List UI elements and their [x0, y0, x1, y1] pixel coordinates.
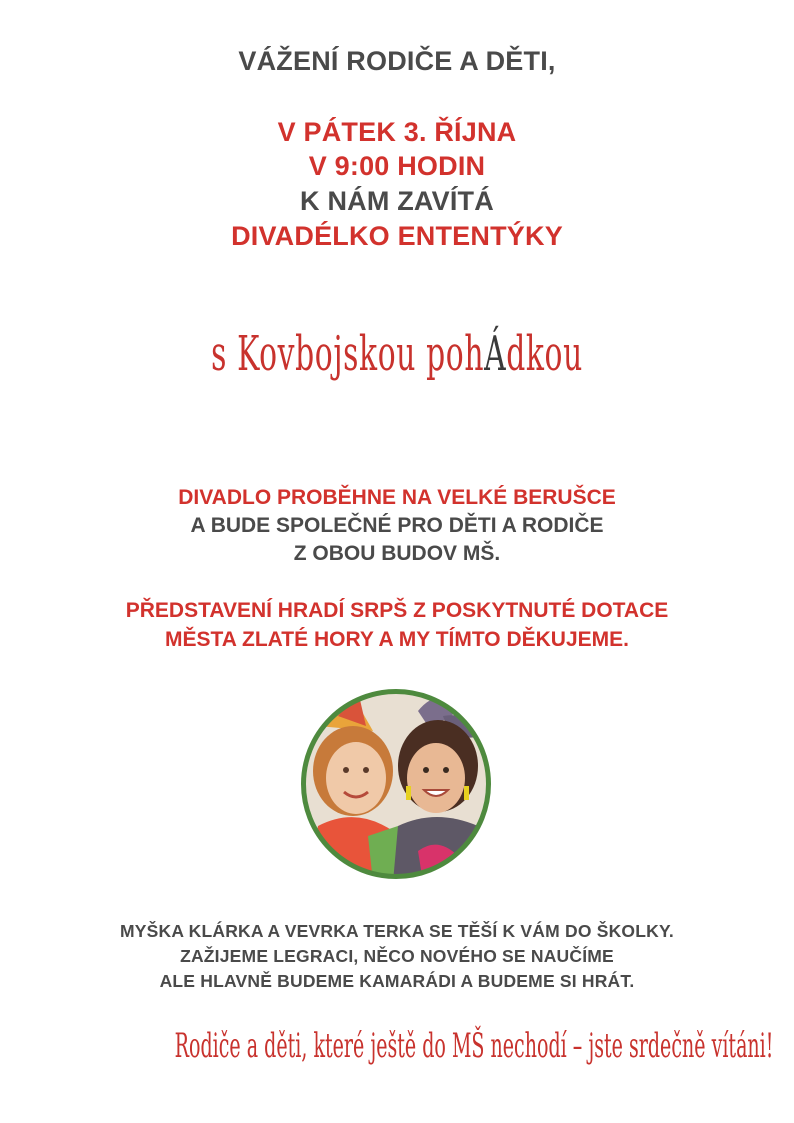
show-title-start: s Kovbojskou poh: [211, 326, 485, 382]
event-intro: K NÁM ZAVÍTÁ: [300, 186, 494, 216]
event-time: V 9:00 HODIN: [308, 151, 486, 181]
description-line-2: ZAŽIJEME LEGRACI, NĚCO NOVÉHO SE NAUČÍME: [180, 946, 614, 966]
theater-name: DIVADÉLKO ENTENTÝKY: [231, 221, 563, 251]
greeting: VÁŽENÍ RODIČE A DĚTI,: [238, 46, 556, 76]
description-line-1: MYŠKA KLÁRKA A VEVRKA TERKA SE TĚŠÍ K VÁM DO ŠKOLKY.: [120, 921, 674, 941]
funding-line-2: MĚSTA ZLATÉ HORY A MY TÍMTO DĚKUJEME.: [165, 628, 629, 651]
show-title-end: dkou: [506, 326, 583, 382]
show-title: [151, 326, 643, 382]
performers-photo: [298, 686, 494, 882]
welcome-footer: Rodiče a děti, které ještě do MŠ nechodí – jste srdečně vítáni!: [174, 1026, 774, 1066]
venue-line-1: DIVADLO PROBĚHNE NA VELKÉ BERUŠCE: [178, 486, 616, 509]
show-title-accent: Á: [484, 326, 507, 382]
funding-line-1: PŘEDSTAVENÍ HRADÍ SRPŠ Z POSKYTNUTÉ DOTACE: [125, 599, 669, 622]
venue-line-3: Z OBOU BUDOV MŠ.: [293, 542, 501, 565]
description-line-3: ALE HLAVNĚ BUDEME KAMARÁDI A BUDEME SI HRÁT.: [159, 971, 635, 991]
venue-line-2: A BUDE SPOLEČNÉ PRO DĚTI A RODIČE: [190, 514, 604, 537]
event-date: V PÁTEK 3. ŘÍJNA: [277, 117, 517, 147]
